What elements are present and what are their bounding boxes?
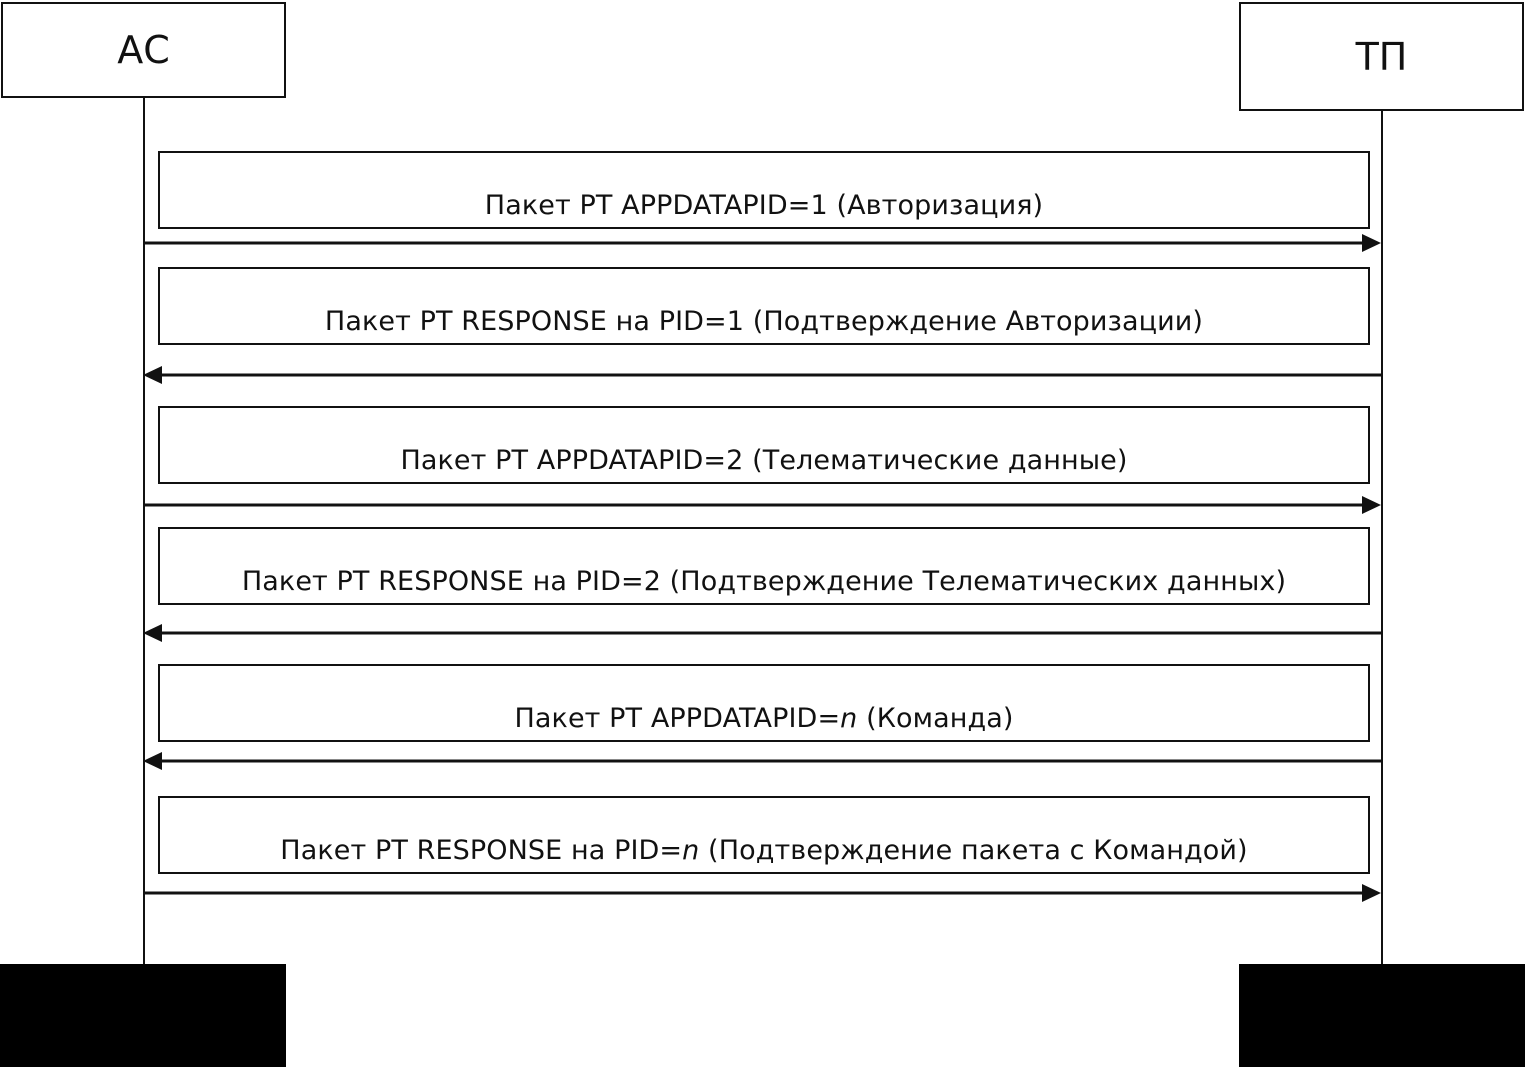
arrowhead-1 bbox=[1362, 234, 1381, 252]
arrowhead-2 bbox=[143, 366, 162, 384]
message-label: Пакет РТ APPDATAPID=1 (Авторизация) bbox=[484, 190, 1044, 221]
message-label: Пакет РТ RESPONSE на PID=1 (Подтверждение Авторизации) bbox=[324, 306, 1204, 337]
message-label: Пакет РТ RESPONSE на PID=2 (Подтверждение Телематических данных) bbox=[241, 566, 1287, 597]
participant-ac-label: АС bbox=[117, 28, 170, 72]
participant-tp-label: ТП bbox=[1355, 34, 1408, 79]
arrowhead-4 bbox=[143, 624, 162, 642]
message-label: Пакет РТ APPDATAPID=2 (Телематические данные) bbox=[400, 445, 1128, 476]
arrowhead-3 bbox=[1362, 496, 1381, 514]
arrowhead-5 bbox=[143, 752, 162, 770]
message-label: Пакет РТ APPDATAPID=n (Команда) bbox=[514, 703, 1014, 734]
message-label: Пакет РТ RESPONSE на PID=n (Подтверждение пакета с Командой) bbox=[280, 835, 1248, 866]
arrowhead-6 bbox=[1362, 884, 1381, 902]
